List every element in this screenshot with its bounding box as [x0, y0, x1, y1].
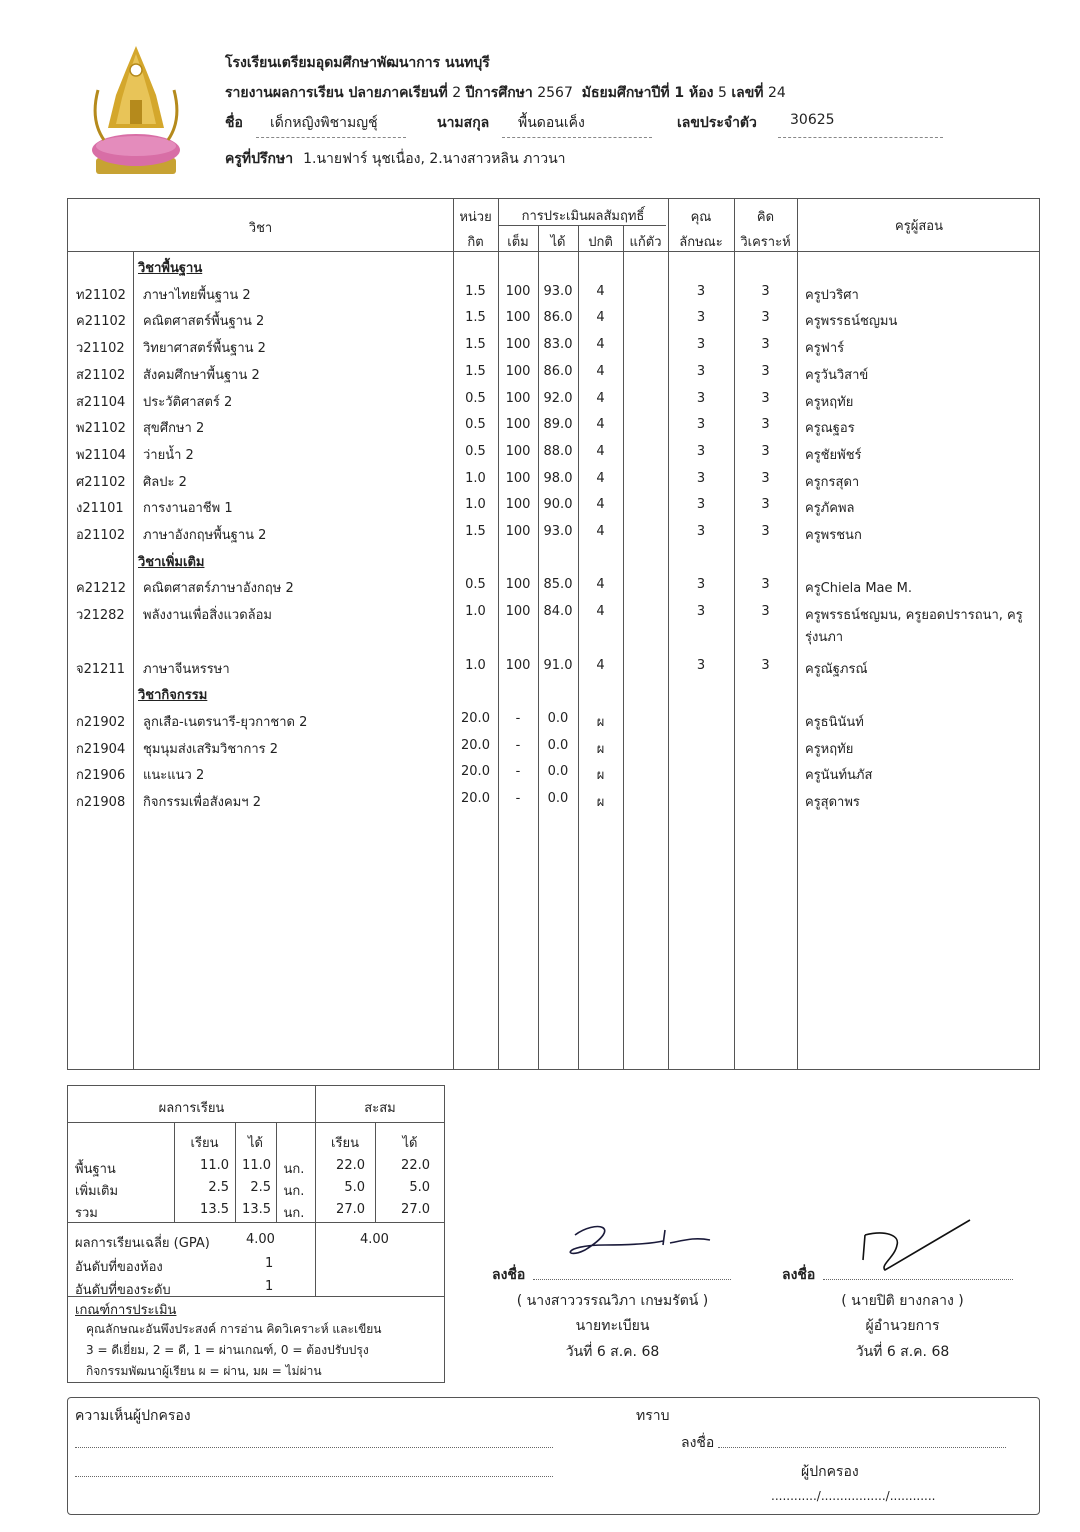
cell-credit: 20.0 — [461, 710, 490, 726]
head-think-1: คิด — [756, 210, 775, 225]
head-assessment: การประเมินผลสัมฤทธิ์ — [521, 209, 645, 224]
cell-code: ท21102 — [76, 287, 126, 303]
student-id: 30625 — [790, 112, 835, 128]
head-teacher: ครูผู้สอน — [895, 219, 943, 234]
cell-code: ว21102 — [76, 341, 125, 357]
school-name: โรงเรียนเตรียมอุดมศึกษาพัฒนาการ นนทบุรี — [225, 55, 490, 71]
cell-think: 3 — [761, 497, 770, 513]
summary-cum-head: สะสม — [364, 1101, 396, 1116]
table-row — [68, 444, 1039, 464]
cell-got: 92.0 — [543, 390, 573, 406]
id-dotline — [778, 137, 943, 138]
section-title: วิชากิจกรรม — [138, 688, 208, 704]
cell-name: วิทยาศาสตร์พื้นฐาน 2 — [143, 341, 266, 357]
cell-grade: 4 — [596, 417, 605, 433]
cell-code: ศ21102 — [76, 474, 126, 490]
cell-full: - — [515, 764, 521, 780]
head-normal: ปกติ — [588, 235, 613, 250]
cell-credit: 0.5 — [465, 417, 486, 433]
cell-name: ภาษาจีนหรรษา — [143, 661, 230, 677]
cell-credit: 1.5 — [465, 310, 486, 326]
cell-teacher: ครูณัฐภรณ์ — [805, 661, 868, 677]
table-row — [68, 497, 1039, 517]
cell-full: - — [515, 737, 521, 753]
cell-credit: 1.0 — [465, 657, 486, 673]
cell-got: 86.0 — [543, 310, 573, 326]
cell-teacher: ครูหฤทัย — [805, 741, 854, 757]
comment-line-2[interactable] — [75, 1476, 553, 1477]
cell-grade: 4 — [596, 390, 605, 406]
cell-char: 3 — [696, 577, 706, 593]
cell-grade: 4 — [596, 283, 605, 299]
cell-full: 100 — [505, 604, 531, 620]
table-row — [68, 577, 1039, 597]
parent-sign-line[interactable] — [718, 1447, 1006, 1448]
student-surname: พื้นดอนเค็ง — [518, 115, 585, 131]
rank-room-value: 1 — [265, 1256, 274, 1271]
cell-grade: ผ — [596, 714, 605, 730]
cell-think: 3 — [761, 443, 770, 459]
director-date: วันที่ 6 ส.ค. 68 — [855, 1344, 950, 1360]
cell-got: 0.0 — [547, 764, 569, 780]
cell-teacher: ครูปวริศา — [805, 287, 859, 303]
summary-got: 13.5 — [242, 1202, 271, 1217]
surname-label: นามสกุล — [437, 115, 490, 131]
director-sign-line — [823, 1279, 1013, 1280]
gpa-value: 4.00 — [246, 1232, 275, 1247]
cell-grade: 4 — [596, 310, 605, 326]
section-heading — [68, 684, 1039, 704]
summary-box — [67, 1085, 445, 1383]
cell-name: การงานอาชีพ 1 — [143, 501, 233, 517]
cell-teacher: ครูพรชนก — [805, 528, 862, 543]
table-row — [68, 524, 1039, 544]
cell-name: ชุมนุมส่งเสริมวิชาการ 2 — [143, 741, 279, 757]
cell-char: 3 — [696, 443, 706, 459]
cell-credit: 0.5 — [465, 390, 486, 406]
cell-grade: 4 — [596, 470, 605, 486]
cell-grade: 4 — [596, 524, 605, 539]
summary-unit: นก. — [283, 1184, 305, 1199]
cell-teacher: ครูภัคพล — [805, 501, 855, 517]
registrar-sign-line — [533, 1279, 731, 1280]
cell-full: 100 — [505, 310, 531, 326]
cell-think: 3 — [761, 310, 770, 326]
cell-full: 100 — [505, 497, 531, 513]
cell-think: 3 — [761, 390, 770, 406]
comment-line-1[interactable] — [75, 1447, 553, 1448]
summary-c_got: 5.0 — [409, 1180, 430, 1195]
rank-level-value: 1 — [265, 1279, 274, 1294]
parent-comment-label: ความเห็นผู้ปกครอง — [75, 1408, 191, 1424]
parent-comment-box — [67, 1397, 1040, 1515]
cell-code: จ21211 — [76, 661, 125, 677]
cell-teacher: ครูพรรธน์ชญมน, ครูยอดปรารถนา, ครู — [805, 608, 1023, 624]
cell-char: 3 — [696, 310, 706, 326]
cell-got: 91.0 — [543, 657, 573, 673]
cell-grade: ผ — [596, 768, 605, 784]
cell-char: 3 — [696, 657, 706, 673]
cell-credit: 20.0 — [461, 791, 490, 806]
cell-credit: 20.0 — [461, 737, 490, 753]
cell-name: ประวัติศาสตร์ 2 — [143, 394, 233, 410]
summary-c_study: 27.0 — [336, 1202, 365, 1217]
summary-cum-study-head: เรียน — [331, 1136, 359, 1151]
cell-code: ก21908 — [76, 795, 126, 810]
section-title: วิชาเพิ่มเติม — [138, 554, 205, 570]
cell-full: 100 — [505, 657, 531, 673]
head-subject: วิชา — [248, 221, 273, 236]
table-row — [68, 337, 1039, 357]
cell-got: 86.0 — [543, 363, 573, 379]
cell-teacher: ครูฟาร์ — [805, 341, 845, 357]
cell-got: 90.0 — [543, 497, 573, 513]
registrar-date: วันที่ 6 ส.ค. 68 — [565, 1344, 660, 1360]
summary-label: เพิ่มเติม — [75, 1184, 119, 1199]
cell-got: 0.0 — [547, 791, 569, 806]
cell-full: 100 — [505, 524, 531, 539]
name-dotline — [256, 137, 406, 138]
table-row — [68, 791, 1039, 811]
head-think-2: วิเคราะห์ — [740, 235, 791, 250]
cell-name: ภาษาไทยพื้นฐาน 2 — [143, 287, 251, 303]
cell-teacher-cont: รุ่งนภา — [805, 630, 844, 646]
cell-char: 3 — [696, 337, 706, 353]
registrar-name: ( นางสาววรรณวิภา เกษมรัตน์ ) — [516, 1293, 709, 1309]
section-heading — [68, 551, 1039, 571]
cell-credit: 0.5 — [465, 443, 486, 459]
cell-think: 3 — [761, 283, 770, 299]
criteria-line-3: กิจกรรมพัฒนาผู้เรียน ผ = ผ่าน, มผ = ไม่ผ่าน — [86, 1364, 322, 1378]
cell-teacher: ครูธนินันท์ — [805, 714, 864, 730]
summary-label: รวม — [75, 1206, 98, 1221]
summary-study-head: เรียน — [190, 1136, 219, 1151]
ack-label: ทราบ — [636, 1408, 670, 1424]
cell-teacher: ครูวันวิสาข์ — [805, 367, 869, 383]
cell-grade: 4 — [596, 443, 605, 459]
summary-c_got: 27.0 — [401, 1202, 430, 1217]
head-credit-1: หน่วย — [459, 210, 492, 225]
cell-name: คณิตศาสตร์พื้นฐาน 2 — [143, 314, 265, 330]
director-title: ผู้อำนวยการ — [865, 1318, 940, 1334]
cell-teacher: ครูณฐอร — [805, 421, 855, 437]
cell-full: 100 — [505, 417, 531, 433]
parent-sign-label: ลงชื่อ — [681, 1435, 715, 1451]
cell-got: 98.0 — [543, 470, 573, 486]
cell-char: 3 — [696, 470, 706, 486]
cell-grade: ผ — [596, 795, 605, 810]
table-row — [68, 711, 1039, 731]
director-sign-label: ลงชื่อ — [782, 1267, 816, 1283]
cell-grade: 4 — [596, 577, 605, 593]
summary-c_study: 5.0 — [344, 1180, 365, 1195]
section-title: วิชาพื้นฐาน — [138, 261, 203, 276]
cell-char: 3 — [696, 283, 706, 299]
head-char-2: ลักษณะ — [679, 235, 723, 250]
advisor-line: ครูที่ปรึกษา 1.นายฟาร์ นุชเนื่อง, 2.นางสาวหลิน ภาวนา — [225, 151, 566, 167]
cell-char: 3 — [696, 417, 706, 433]
cell-full: 100 — [505, 337, 531, 353]
table-row — [68, 310, 1039, 330]
table-row — [68, 764, 1039, 784]
cell-char: 3 — [696, 363, 706, 379]
head-full: เต็ม — [507, 235, 529, 250]
cell-code: พ21104 — [76, 447, 126, 463]
cell-full: 100 — [505, 443, 531, 459]
cell-think: 3 — [761, 470, 770, 486]
cell-name: สุขศึกษา 2 — [143, 421, 205, 437]
cell-code: พ21102 — [76, 421, 126, 437]
table-row — [68, 391, 1039, 411]
cell-got: 0.0 — [547, 710, 569, 726]
cell-full: - — [515, 710, 521, 726]
cell-char: 3 — [696, 524, 706, 539]
cell-got: 93.0 — [543, 283, 573, 299]
table-row — [68, 471, 1039, 491]
cell-teacher: ครูชัยพัชร์ — [805, 447, 862, 463]
cell-credit: 1.5 — [465, 524, 486, 539]
summary-label: พื้นฐาน — [75, 1162, 116, 1177]
table-row — [68, 604, 1039, 646]
cell-teacher: ครูหฤทัย — [805, 394, 854, 410]
head-char-1: คุณ — [690, 210, 712, 225]
cell-think: 3 — [761, 604, 770, 620]
summary-c_study: 22.0 — [336, 1158, 365, 1173]
cell-char: 3 — [696, 497, 706, 513]
cell-code: ส21102 — [76, 367, 126, 383]
cell-credit: 1.5 — [465, 363, 486, 379]
head-credit-2: กิต — [467, 235, 484, 250]
cell-credit: 1.5 — [465, 337, 486, 353]
director-signature-image — [855, 1215, 985, 1275]
parent-label: ผู้ปกครอง — [801, 1464, 859, 1480]
summary-results-head: ผลการเรียน — [158, 1101, 225, 1116]
cell-full: - — [515, 791, 521, 806]
registrar-title: นายทะเบียน — [575, 1318, 650, 1334]
cell-teacher: ครูสุดาพร — [805, 795, 860, 810]
cell-got: 83.0 — [543, 337, 573, 353]
cell-code: ค21102 — [76, 314, 127, 330]
cell-full: 100 — [505, 283, 531, 299]
cell-credit: 1.5 — [465, 283, 486, 299]
table-row — [68, 658, 1039, 678]
cell-think: 3 — [761, 417, 770, 433]
cell-think: 3 — [761, 657, 770, 673]
cell-credit: 0.5 — [465, 577, 486, 593]
rank-level-label: อันดับที่ของระดับ — [75, 1283, 171, 1298]
table-row — [68, 417, 1039, 437]
cell-grade: ผ — [596, 741, 605, 757]
cell-name: คณิตศาสตร์ภาษาอังกฤษ 2 — [143, 581, 294, 597]
cell-think: 3 — [761, 363, 770, 379]
cell-grade: 4 — [596, 363, 605, 379]
summary-got-head: ได้ — [248, 1136, 263, 1151]
summary-cum-got-head: ได้ — [402, 1136, 418, 1151]
summary-unit: นก. — [283, 1206, 305, 1221]
id-label: เลขประจำตัว — [677, 115, 757, 131]
cell-code: ง21101 — [76, 501, 124, 517]
head-fix: แก้ตัว — [629, 235, 662, 250]
section-heading — [68, 257, 1039, 277]
cell-name: ภาษาอังกฤษพื้นฐาน 2 — [143, 528, 267, 543]
head-got: ได้ — [550, 235, 566, 250]
cell-teacher: ครูนันท์นภัส — [805, 768, 873, 784]
cell-name: สังคมศึกษาพื้นฐาน 2 — [143, 367, 260, 383]
cell-think: 3 — [761, 577, 770, 593]
cell-code: อ21102 — [76, 528, 126, 543]
table-row — [68, 738, 1039, 758]
cell-code: ก21906 — [76, 768, 126, 784]
summary-study: 2.5 — [208, 1180, 229, 1195]
cell-grade: 4 — [596, 657, 605, 673]
cell-code: ส21104 — [76, 394, 126, 410]
grade-table — [67, 198, 1040, 1070]
cell-grade: 4 — [596, 337, 605, 353]
criteria-line-2: 3 = ดีเยี่ยม, 2 = ดี, 1 = ผ่านเกณฑ์, 0 = ต้องปรับปรุง — [86, 1343, 369, 1357]
summary-c_got: 22.0 — [401, 1158, 430, 1173]
cell-credit: 20.0 — [461, 764, 490, 780]
cell-got: 93.0 — [543, 524, 573, 539]
cell-think: 3 — [761, 524, 770, 539]
summary-got: 11.0 — [242, 1158, 271, 1173]
table-row — [68, 284, 1039, 304]
cell-full: 100 — [505, 577, 531, 593]
cell-teacher: ครูพรรธน์ชญมน — [805, 314, 898, 330]
report-title: รายงานผลการเรียน ปลายภาคเรียนที่ 2 ปีการศึกษา 2567 มัธยมศึกษาปีที่ 1 ห้อง 5 เลขที่ 24 — [225, 85, 786, 101]
registrar-sign-label: ลงชื่อ — [492, 1267, 526, 1283]
cell-grade: 4 — [596, 604, 605, 620]
cell-char: 3 — [696, 604, 706, 620]
cell-code: ก21904 — [76, 741, 126, 757]
registrar-signature-image — [545, 1215, 720, 1270]
cell-char: 3 — [696, 390, 706, 406]
rank-room-label: อันดับที่ของห้อง — [75, 1260, 163, 1275]
cell-credit: 1.0 — [465, 470, 486, 486]
cell-full: 100 — [505, 470, 531, 486]
cell-got: 85.0 — [543, 577, 573, 593]
cell-got: 88.0 — [543, 443, 573, 459]
gpa-cum-value: 4.00 — [360, 1232, 389, 1247]
cell-teacher: ครูกรสุดา — [805, 474, 860, 490]
student-name-label: ชื่อ — [225, 115, 243, 131]
cell-code: ว21282 — [76, 608, 125, 624]
cell-full: 100 — [505, 390, 531, 406]
cell-code: ก21902 — [76, 714, 126, 730]
director-name: ( นายปิติ ยางกลาง ) — [841, 1293, 964, 1309]
criteria-title: เกณฑ์การประเมิน — [75, 1303, 177, 1318]
cell-teacher: ครูChiela Mae M. — [805, 581, 912, 597]
cell-name: พลังงานเพื่อสิ่งแวดล้อม — [143, 608, 272, 624]
surname-dotline — [502, 137, 652, 138]
table-row — [68, 364, 1039, 384]
cell-credit: 1.0 — [465, 604, 486, 620]
student-name: เด็กหญิงพิชามญชุ์ — [270, 115, 378, 131]
cell-got: 84.0 — [543, 604, 573, 620]
cell-code: ค21212 — [76, 581, 127, 597]
cell-name: ศิลปะ 2 — [143, 474, 187, 490]
cell-name: กิจกรรมเพื่อสังคมฯ 2 — [143, 795, 261, 810]
summary-study: 13.5 — [200, 1202, 229, 1217]
criteria-line-1: คุณลักษณะอันพึงประสงค์ การอ่าน คิดวิเคราะห์ และเขียน — [86, 1322, 382, 1336]
cell-credit: 1.0 — [465, 497, 486, 513]
cell-think: 3 — [761, 337, 770, 353]
summary-study: 11.0 — [200, 1158, 229, 1173]
cell-name: แนะแนว 2 — [143, 768, 205, 784]
cell-name: ว่ายน้ำ 2 — [143, 447, 194, 463]
school-seal-logo — [86, 40, 186, 182]
cell-got: 0.0 — [547, 737, 569, 753]
cell-name: ลูกเสือ-เนตรนารี-ยุวกาชาด 2 — [143, 714, 308, 730]
summary-got: 2.5 — [250, 1180, 271, 1195]
summary-unit: นก. — [283, 1162, 305, 1177]
cell-got: 89.0 — [543, 417, 573, 433]
gpa-label: ผลการเรียนเฉลี่ย (GPA) — [75, 1236, 210, 1251]
parent-date-line[interactable]: ............/................./............ — [771, 1489, 936, 1503]
cell-grade: 4 — [596, 497, 605, 513]
cell-full: 100 — [505, 363, 531, 379]
